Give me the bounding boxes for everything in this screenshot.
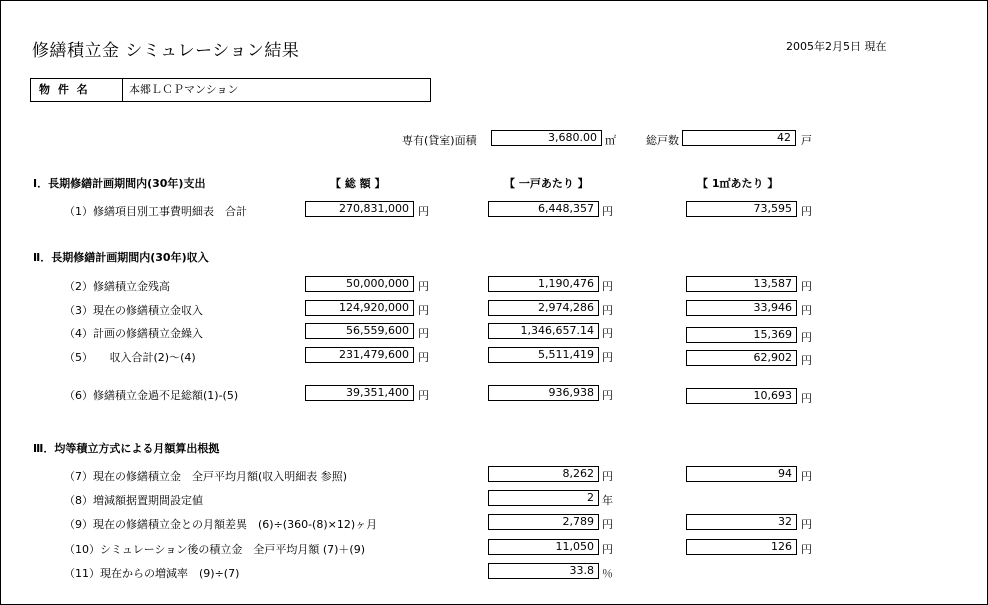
yen-unit: 円	[801, 304, 812, 317]
yen-unit: 円	[418, 304, 429, 317]
per-unit-value: 5,511,419	[488, 347, 599, 363]
per-m2-value: 94	[686, 466, 797, 482]
per-unit-value: 6,448,357	[488, 201, 599, 217]
total-value: 124,920,000	[305, 300, 414, 316]
row-label: （10）シミュレーション後の積立金 全戸平均月額 (7)＋(9)	[64, 543, 365, 556]
per-unit-value: 8,262	[488, 466, 599, 482]
yen-unit: 円	[602, 304, 613, 317]
per-m2-value: 10,693	[686, 388, 797, 404]
row-label: （5） 収入合計(2)～(4)	[64, 351, 196, 364]
total-value: 39,351,400	[305, 385, 414, 401]
yen-unit: 円	[602, 327, 613, 340]
per-unit-value: 11,050	[488, 539, 599, 555]
row-label: （7）現在の修繕積立金 全戸平均月額(収入明細表 参照)	[64, 470, 348, 483]
row-label: （9）現在の修繕積立金との月額差異 (6)÷(360-(8)×12)ヶ月	[64, 518, 378, 531]
units-label: 総戸数	[646, 134, 679, 147]
row-label: （8）増減額据置期間設定値	[64, 494, 203, 507]
total-value: 270,831,000	[305, 201, 414, 217]
row-label: （6）修繕積立金過不足総額(1)-(5)	[64, 389, 239, 402]
units-value: 42	[682, 130, 796, 146]
section2-title: Ⅱ．長期修繕計画期間内(30年)収入	[33, 251, 209, 264]
total-value: 50,000,000	[305, 276, 414, 292]
yen-unit: 円	[602, 280, 613, 293]
yen-unit: 円	[418, 205, 429, 218]
area-label: 専有(貸室)面積	[402, 134, 477, 147]
per-unit-value: 2,789	[488, 514, 599, 530]
yen-unit: 円	[602, 351, 613, 364]
section1-title: Ⅰ．長期修繕計画期間内(30年)支出	[33, 177, 206, 190]
per-m2-value: 126	[686, 539, 797, 555]
row-label: （1）修繕項目別工事費明細表 合計	[64, 205, 247, 218]
total-value: 231,479,600	[305, 347, 414, 363]
col-per-m2-header: 【 1㎡あたり 】	[697, 177, 779, 190]
row-label: （4）計画の修繕積立金繰入	[64, 327, 203, 340]
per-m2-value: 62,902	[686, 350, 797, 366]
per-m2-value: 15,369	[686, 327, 797, 343]
yen-unit: 円	[801, 280, 812, 293]
per-unit-value: 936,938	[488, 385, 599, 401]
report-date: 2005年2月5日 現在	[786, 40, 887, 53]
yen-unit: 円	[418, 351, 429, 364]
per-unit-value: 1,190,476	[488, 276, 599, 292]
value-unit: 円	[602, 470, 613, 483]
per-unit-value: 2,974,286	[488, 300, 599, 316]
yen-unit: 円	[801, 205, 812, 218]
property-label: 物 件 名	[31, 79, 123, 101]
row-label: （2）修繕積立金残高	[64, 280, 170, 293]
row-label: （3）現在の修繕積立金収入	[64, 304, 203, 317]
yen-unit: 円	[801, 543, 812, 556]
property-name: 本郷ＬＣＰマンション	[129, 83, 239, 96]
units-unit: 戸	[801, 134, 812, 147]
per-m2-value: 33,946	[686, 300, 797, 316]
per-m2-value: 13,587	[686, 276, 797, 292]
per-m2-value: 73,595	[686, 201, 797, 217]
yen-unit: 円	[418, 327, 429, 340]
per-unit-value: 1,346,657.14	[488, 323, 599, 339]
col-total-header: 【 総 額 】	[330, 177, 386, 190]
yen-unit: 円	[418, 389, 429, 402]
value-unit: 円	[602, 518, 613, 531]
yen-unit: 円	[801, 354, 812, 367]
value-unit: ％	[602, 567, 613, 580]
total-value: 56,559,600	[305, 323, 414, 339]
section3-title: Ⅲ．均等積立方式による月額算出根拠	[33, 442, 220, 455]
col-per-unit-header: 【 一戸あたり 】	[504, 177, 589, 190]
yen-unit: 円	[602, 205, 613, 218]
value-unit: 円	[602, 543, 613, 556]
page-title: 修繕積立金 シミュレーション結果	[32, 41, 300, 61]
yen-unit: 円	[801, 331, 812, 344]
row-label: （11）現在からの増減率 (9)÷(7)	[64, 567, 240, 580]
yen-unit: 円	[602, 389, 613, 402]
yen-unit: 円	[801, 518, 812, 531]
area-value: 3,680.00	[491, 130, 602, 146]
yen-unit: 円	[801, 470, 812, 483]
property-box	[30, 78, 431, 102]
yen-unit: 円	[801, 392, 812, 405]
area-unit: ㎡	[605, 134, 616, 147]
per-unit-value: 33.8	[488, 563, 599, 579]
yen-unit: 円	[418, 280, 429, 293]
per-unit-value: 2	[488, 490, 599, 506]
value-unit: 年	[602, 494, 613, 507]
per-m2-value: 32	[686, 514, 797, 530]
